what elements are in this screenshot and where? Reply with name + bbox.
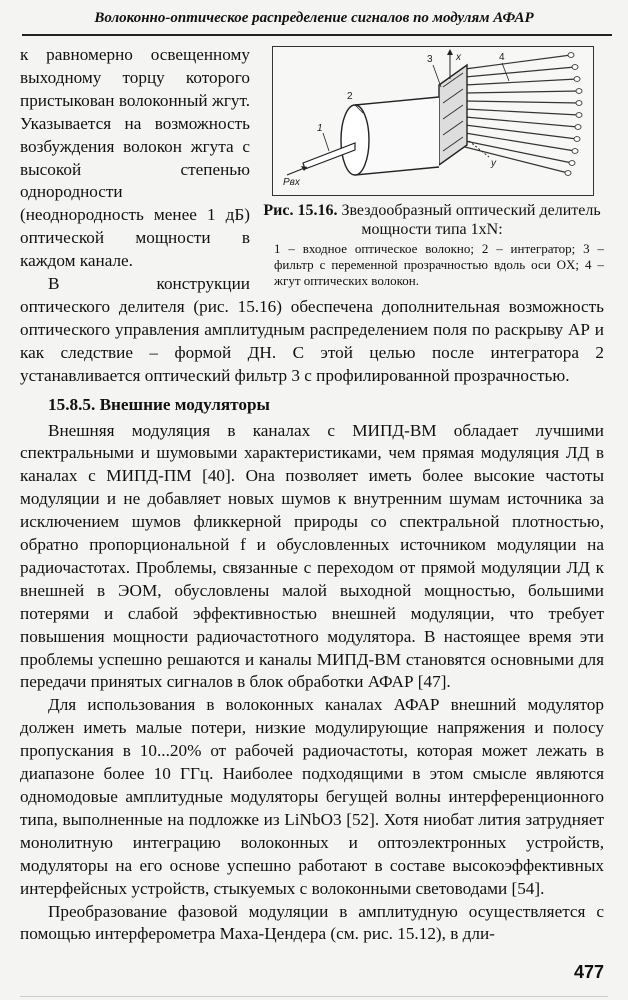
bottom-rule [20, 996, 608, 997]
paragraph-5: Преобразование фазовой модуляции в амплитудную осуществляется с помощью интерферометра Маха-Цендера (см. рис. 15.12), в дли- [20, 901, 604, 944]
header-rule [22, 34, 612, 36]
paragraph-4: Для использования в волоконных каналах АФАР внешний модулятор должен иметь малые потери, низкие модулирующие напряжения и полосу пропускания в 10...20% от рабочей радиочастоты, которая может лежать в диапазоне более 10 ГГц. Наиболее подходящими в этом смысле являются одномодовые амплитудные модуляторы бегущей волны интерференционного типа, выполненные на подложке из LiNbO3 [52]. Хотя ниобат лития затрудняет монолитную интеграцию волоконных и оптоэлектронных устройств, модуляторы на его основе успешно работают в составе высокоэффективных интерфейсных устройств, стыкуемых с волоконными световодами [54]. [20, 695, 604, 898]
figure-caption-title [260, 201, 604, 239]
splitter-diagram [273, 47, 593, 195]
running-header: Волоконно-оптическое распределение сигналов по модулям АФАР [94, 10, 534, 26]
page-number: 477 [573, 962, 604, 982]
paragraph-2: В конструкции оптического делителя (рис. 15.16) обеспечена дополнительная возможность оптического управления амплитудным распределением поля по раскрыву АР и как следствие – формой ДН. С этой целью после интегратора 2 устанавливается оптический фильтр 3 с профилированной прозрачностью. [20, 274, 604, 385]
figure-15-16 [260, 46, 604, 289]
label-1: 1 [317, 123, 323, 134]
label-3: 3 [427, 54, 433, 65]
figure-caption-prefix: Рис. 15.16. [263, 202, 338, 219]
label-input-power: Pвх [283, 177, 300, 188]
label-4: 4 [499, 52, 505, 63]
paragraph-1: к равномерно освещенному выходному торцу которого пристыкован волоконный жгут. Указывается на возможность возбуждения волокон жгута с высокой степенью однородности (неоднородность менее 1 дБ) оптической мощности в каждом канале. [20, 45, 250, 271]
figure-illustration [272, 46, 594, 196]
figure-caption-legend: 1 – входное оптическое волокно; 2 – интегратор; 3 – фильтр с переменной прозрачностью вдоль оси OX; 4 – жгут оптических волокон. [274, 241, 604, 288]
label-2: 2 [347, 91, 353, 102]
integrator-cylinder [341, 97, 439, 175]
filter-plate [439, 65, 467, 165]
section-heading: 15.8.5. Внешние модуляторы [48, 394, 270, 414]
fiber-bundle [465, 53, 582, 176]
label-x-axis: x [456, 52, 461, 63]
page-body [20, 44, 604, 946]
label-y-axis: y [491, 158, 496, 169]
paragraph-3: Внешняя модуляция в каналах с МИПД-ВМ обладает лучшими спектральными и шумовыми характеристиками, чем прямая модуляция ЛД в каналах с МИПД-ПМ [40]. Она позволяет иметь более высокие частоты модуляции и не добавляет новых шумов к внутренним шумам источника за исключением шумов фликкерной природы со спектральной плотностью, обратно пропорциональной f и обусловленных источником модуляции на радиочастотах. Проблемы, связанные с переходом от прямой модуляции ЛД к внешней в ЭОМ, обусловлены малой выходной мощностью, большими потерями и слабой эффективностью внешней модуляции, что требует повышения мощности радиочастотного модулятора. В настоящее время эти проблемы успешно решаются и каналы МИПД-ВМ становятся основными для передачи принятых сигналов в блок обработки АФАР [47]. [20, 420, 604, 692]
figure-caption-text: Звездообразный оптический делитель мощности типа 1xN: [341, 202, 601, 238]
